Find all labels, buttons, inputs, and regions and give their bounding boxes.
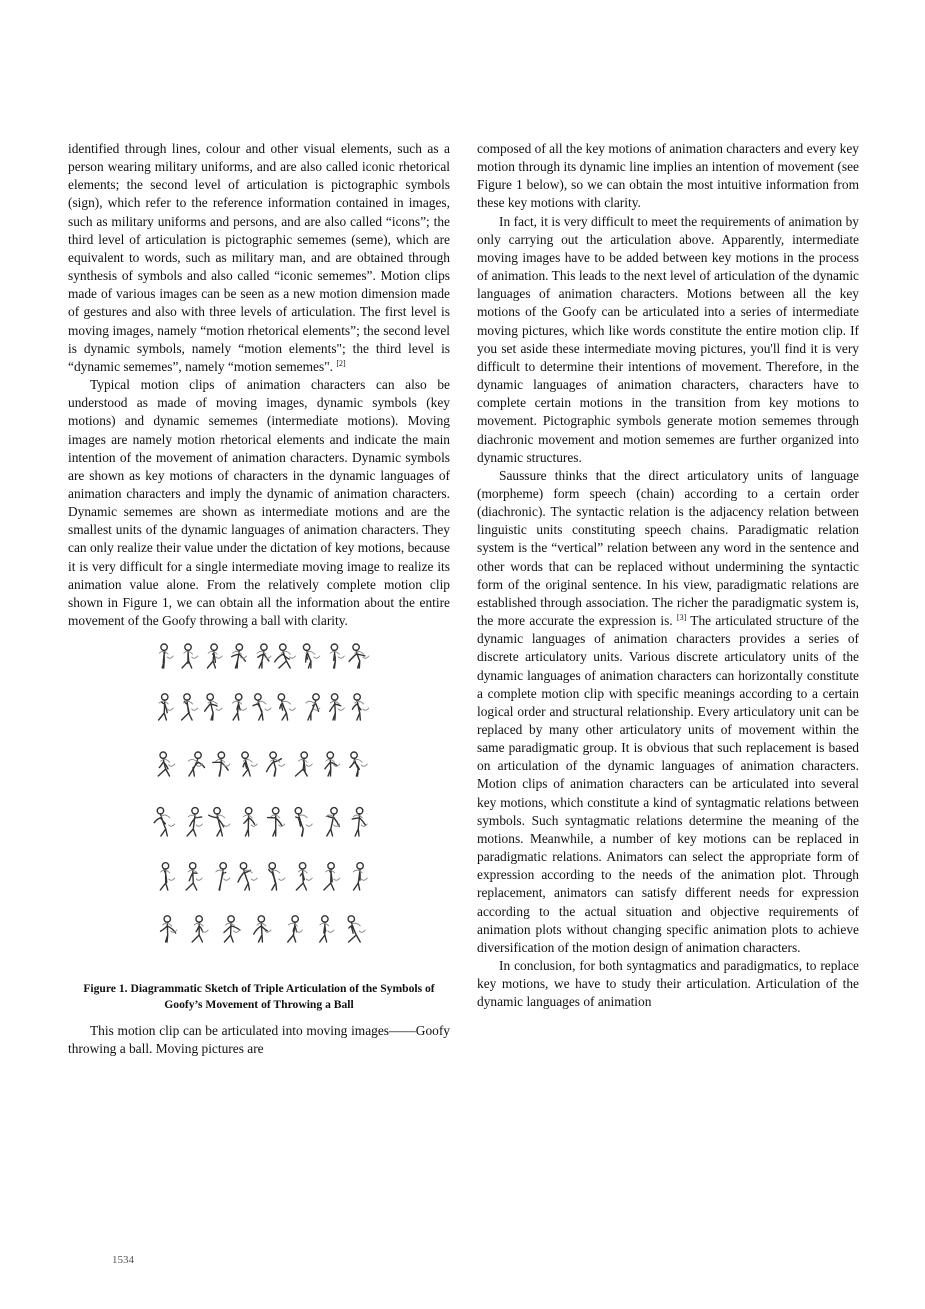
sketch-figure bbox=[352, 694, 368, 720]
sketch-figure bbox=[278, 694, 295, 720]
sketch-figure bbox=[224, 916, 240, 942]
right-paragraph-1: composed of all the key motions of animation characters and every key motion through its dynamic line implies an intention of movement (see Figure 1 below), so we can obtain the most intuitive information from these key motions with clarity. bbox=[477, 141, 859, 211]
sketch-figure bbox=[209, 808, 230, 836]
right-column bbox=[477, 140, 859, 1012]
sketch-figure bbox=[257, 644, 271, 668]
sketch-figure bbox=[296, 752, 313, 776]
sketch-figure bbox=[253, 694, 271, 720]
page-number: 1534 bbox=[112, 1254, 134, 1266]
sketch-figure bbox=[188, 752, 204, 776]
right-paragraph-3: Saussure thinks that the direct articulatory units of language (morpheme) form speech (chain) according to a certain order (diachronic). The syntactic relation is the adjacency relation between linguistic units constituting speech chains. Paradigmatic relation system is the “vertical” relation between any word in the sentence and other words that can be replaced without undermining the syntactic form of the original sentence. In his view, paradigmatic relations are established through association. The richer the paradigmatic system is, the more accurate the expression is. [3] The articulated structure of the dynamic languages of animation characters provides a series of discrete articulatory units. Various discrete articulatory units of the dynamic languages of animation characters can horizontally constitute a complete motion clip with specific meanings according to a certain logical order and structural relationship. Every articulatory unit can be replaced by many other articulatory units of movement within the same paradigmatic group. It is obvious that such replacement is based on articulation of the dynamic languages of animation characters. Motion clips of animation characters can be articulated into several key motions, which constitute a kind of syntagmatic relations between symbols. Such syntagmatic relations determine the meaning of the motions. Meanwhile, a number of key motions can be replaced in paradigmatic relations. Animators can select the appropriate form of expression according to the needs of the animation plot. Through replacement, animators can satisfy different needs for expression according to the actual situation and objective requirements of animation plots without changing specific animation plots to achieve diversification of the motion design of animation characters. bbox=[477, 467, 859, 955]
sketch-figure bbox=[320, 916, 334, 942]
sketch-row bbox=[161, 916, 366, 942]
sketch-figure bbox=[275, 644, 296, 668]
sketch-figure bbox=[187, 808, 202, 836]
sketch-figure bbox=[324, 863, 340, 890]
figure-1 bbox=[68, 637, 450, 975]
sketch-figure bbox=[242, 752, 257, 776]
sketch-figure bbox=[330, 694, 345, 720]
sketch-figure bbox=[161, 916, 177, 942]
sketch-figure bbox=[325, 752, 340, 776]
sketch-figure bbox=[306, 694, 320, 720]
sketch-figure bbox=[159, 644, 173, 668]
sketch-figure bbox=[213, 752, 230, 776]
sketch-figure bbox=[326, 808, 340, 836]
sketch-figure bbox=[159, 694, 174, 720]
sketch-figure bbox=[330, 644, 344, 668]
sketch-figure bbox=[182, 694, 198, 720]
sketch-figure bbox=[207, 644, 222, 668]
sketch-figure bbox=[238, 863, 257, 890]
left-paragraph-1: identified through lines, colour and other visual elements, such as a person wearing military uniforms, and are also called iconic rhetorical elements; the second level of articulation is pictographic symbols (sign), which refer to the reference information contained in images, such as military uniforms and persons, and are also called “icons”; the third level of articulation is pictographic sememes (seme), which are equivalent to words, such as military man, and are obtained through synthesis of symbols and also called “iconic sememes”. Motion clips made of various images can be seen as a new motion dimension made of gestures and also with three levels of articulation. The first level is moving images, namely “motion rhetorical elements”; the second level is dynamic symbols, namely “motion elements"; the third level is “dynamic sememes”, namely “motion sememes". [2] bbox=[68, 141, 450, 374]
sketch-figure bbox=[353, 863, 367, 890]
sketch-figure bbox=[154, 808, 175, 836]
citation-3[interactable]: [3] bbox=[676, 613, 687, 623]
sketch-figure bbox=[348, 916, 365, 942]
sketch-figure bbox=[205, 694, 222, 720]
left-column bbox=[68, 140, 450, 1059]
sketch-figure bbox=[352, 808, 367, 836]
sketch-figure bbox=[243, 808, 257, 836]
right-paragraph-4: In conclusion, for both syntagmatics and paradigmatics, to replace key motions, we have to study their articulation. Articulation of the dynamic languages of animation bbox=[477, 958, 859, 1010]
sketch-figure bbox=[295, 808, 312, 836]
sketch-figure bbox=[192, 916, 208, 942]
sketch-row bbox=[159, 644, 369, 668]
sketch-figure bbox=[233, 694, 247, 720]
sketch-figure bbox=[303, 644, 319, 668]
right-paragraph-2: In fact, it is very difficult to meet the requirements of animation by only carrying out the articulation above. Apparently, intermediate moving images have to be added between key motions in the process of animation. This leads to the next level of articulation of the dynamic languages of animation characters. Motions between all the key motions of the Goofy can be articulated into a series of intermediate moving pictures, which like words constitute the entire motion clip. If you set aside these intermediate moving pictures, you'll find it is very difficult to determine their intentions of movement. Therefore, in the dynamic languages of animation characters, characters have to complete certain motions in the transition from key motions to movement. Pictographic symbols generate motion sememes through diachronic movement and motion sememes are further organized into dynamic structures. bbox=[477, 213, 859, 465]
sketch-figure bbox=[349, 644, 369, 668]
sketch-figure bbox=[296, 863, 312, 890]
sketch-figure bbox=[182, 644, 198, 668]
sketch-figure bbox=[158, 752, 174, 776]
sketch-row bbox=[158, 752, 367, 776]
figure-1-caption: Figure 1. Diagrammatic Sketch of Triple Articulation of the Symbols of Goofy’s Movement of Throwing a Ball bbox=[83, 982, 435, 1012]
goofy-motion-sketch bbox=[144, 639, 374, 965]
left-paragraph-2: Typical motion clips of animation characters can also be understood as made of moving images, dynamic symbols (key motions) and dynamic sememes (intermediate motions). Moving images are namely motion rhetorical elements and indicate the main intention of the movement of animation characters. Dynamic symbols are shown as key motions of characters in the dynamic languages of animation characters and imply the dynamic of animation characters. Dynamic sememes are shown as intermediate motions and are the smallest units of the dynamic languages of animation characters. They can only realize their value under the dictation of key motions, because it is very difficult for a single intermediate moving image to realize its animation value alone. From the relatively complete motion clip shown in Figure 1, we can obtain all the information about the entire movement of the Goofy throwing a ball with clarity. bbox=[68, 377, 450, 629]
sketch-figure bbox=[186, 863, 202, 890]
citation-2[interactable]: [2] bbox=[336, 358, 346, 368]
sketch-figure bbox=[269, 863, 285, 890]
sketch-figure bbox=[288, 916, 303, 942]
sketch-row bbox=[159, 694, 369, 720]
sketch-row bbox=[154, 808, 367, 836]
sketch-figure bbox=[160, 863, 174, 890]
sketch-figure bbox=[232, 644, 247, 668]
left-paragraph-3: This motion clip can be articulated into moving images——Goofy throwing a ball. Moving pictures are bbox=[68, 1023, 450, 1057]
sketch-figure bbox=[350, 752, 367, 776]
sketch-figure bbox=[268, 808, 285, 836]
sketch-figure bbox=[267, 752, 285, 776]
sketch-row bbox=[160, 863, 367, 890]
sketch-figure bbox=[254, 916, 271, 942]
sketch-figure bbox=[216, 863, 230, 890]
